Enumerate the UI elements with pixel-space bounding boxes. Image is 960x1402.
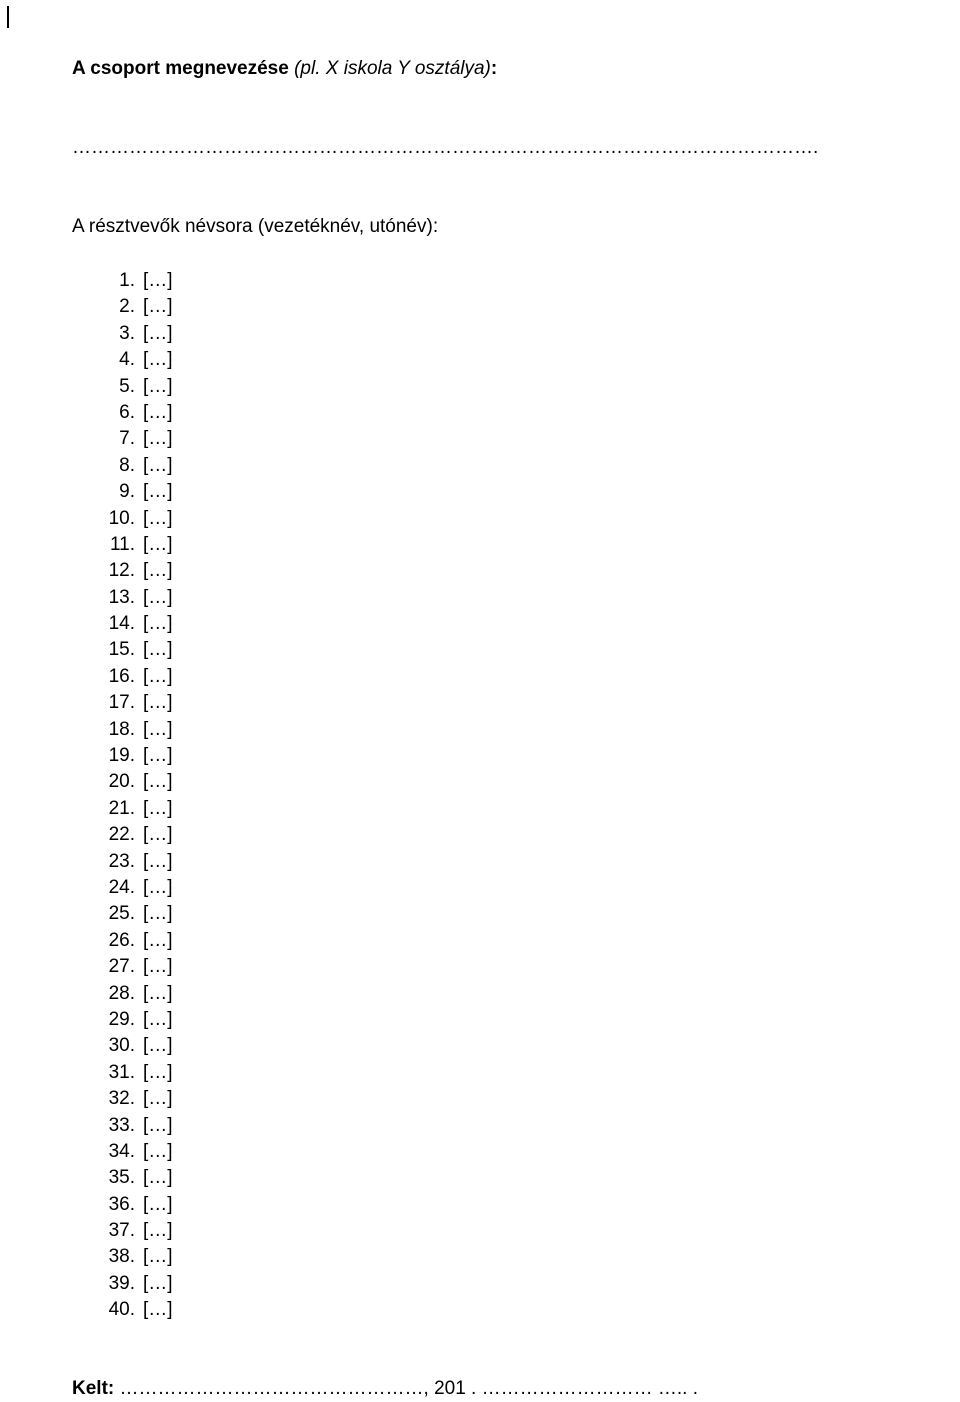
participant-number: 40. xyxy=(108,1299,135,1321)
participant-name-field[interactable]: […] xyxy=(143,771,173,793)
participant-number: 37. xyxy=(108,1220,135,1242)
participant-number: 3. xyxy=(119,322,135,344)
participant-number: 4. xyxy=(119,349,135,371)
participant-name-field[interactable]: […] xyxy=(143,850,173,872)
participant-number: 28. xyxy=(108,982,135,1004)
participant-number: 29. xyxy=(108,1008,135,1030)
participant-name-field[interactable]: […] xyxy=(143,481,173,503)
participant-name-field[interactable]: […] xyxy=(143,639,173,661)
participant-number: 36. xyxy=(108,1193,135,1215)
participant-name-field[interactable]: […] xyxy=(143,454,173,476)
participant-number: 6. xyxy=(119,401,135,423)
participant-name-field[interactable]: […] xyxy=(143,1114,173,1136)
participant-number: 26. xyxy=(108,929,135,951)
participant-number: 12. xyxy=(108,560,135,582)
participant-number: 19. xyxy=(108,745,135,767)
participant-number: 15. xyxy=(108,639,135,661)
text-cursor xyxy=(7,6,9,28)
participant-name-field[interactable]: […] xyxy=(143,665,173,687)
participant-name-field[interactable]: […] xyxy=(143,718,173,740)
group-name-colon: : xyxy=(490,58,498,79)
participant-number: 24. xyxy=(108,876,135,898)
participant-number: 21. xyxy=(108,797,135,819)
participant-name-field[interactable]: […] xyxy=(143,296,173,318)
participant-number: 31. xyxy=(108,1061,135,1083)
participant-number: 39. xyxy=(108,1272,135,1294)
participant-number: 8. xyxy=(119,454,135,476)
participant-number: 27. xyxy=(108,956,135,978)
participant-number: 34. xyxy=(108,1140,135,1162)
participant-name-field[interactable]: […] xyxy=(143,692,173,714)
participant-number: 20. xyxy=(108,771,135,793)
participant-name-field[interactable]: […] xyxy=(143,876,173,898)
participant-name-field[interactable]: […] xyxy=(143,428,173,450)
participant-name-field[interactable]: […] xyxy=(143,533,173,555)
group-name-hint: (pl. X iskola Y osztálya) xyxy=(294,58,491,79)
participant-number: 22. xyxy=(108,824,135,846)
participant-number: 11. xyxy=(109,533,135,555)
participants-heading: A résztvevők névsora (vezetéknév, utónév): xyxy=(72,216,439,237)
participant-number: 13. xyxy=(108,586,135,608)
participant-number: 32. xyxy=(108,1088,135,1110)
participant-name-field[interactable]: […] xyxy=(143,956,173,978)
group-name-field[interactable]: ………………………………………………………………………………………………………. xyxy=(72,137,819,158)
participant-name-field[interactable]: […] xyxy=(143,1088,173,1110)
participant-name-field[interactable]: […] xyxy=(143,613,173,635)
date-field[interactable]: …………………………………………, 201 . ……………………… ….. . xyxy=(114,1378,699,1399)
group-name-heading xyxy=(72,58,497,80)
participant-number: 25. xyxy=(108,903,135,925)
participant-number: 18. xyxy=(108,718,135,740)
date-label: Kelt: xyxy=(72,1378,115,1399)
date-line xyxy=(72,1378,698,1400)
participant-name-field[interactable]: […] xyxy=(143,1061,173,1083)
participant-name-field[interactable]: […] xyxy=(143,745,173,767)
participant-name-field[interactable]: […] xyxy=(143,824,173,846)
participant-name-field[interactable]: […] xyxy=(143,1246,173,1268)
participant-name-field[interactable]: […] xyxy=(143,270,173,291)
participant-number: 23. xyxy=(108,850,135,872)
participant-name-field[interactable]: […] xyxy=(143,1035,173,1057)
participant-name-field[interactable]: […] xyxy=(143,322,173,344)
participant-name-field[interactable]: […] xyxy=(143,375,173,397)
participant-number: 38. xyxy=(108,1246,135,1268)
participant-name-field[interactable]: […] xyxy=(143,560,173,582)
participant-number: 10. xyxy=(108,507,135,529)
participant-name-field[interactable]: […] xyxy=(143,349,173,371)
participant-name-field[interactable]: […] xyxy=(143,401,173,423)
participant-number: 30. xyxy=(108,1035,135,1057)
participant-name-field[interactable]: […] xyxy=(143,797,173,819)
participant-name-field[interactable]: […] xyxy=(143,1008,173,1030)
participant-name-field[interactable]: […] xyxy=(143,1299,173,1321)
participant-name-field[interactable]: […] xyxy=(143,1193,173,1215)
participant-name-field[interactable]: […] xyxy=(143,507,173,529)
participant-name-field[interactable]: […] xyxy=(143,1272,173,1294)
participant-number: 14. xyxy=(108,613,135,635)
participant-number: 1. xyxy=(119,270,135,291)
participant-name-field[interactable]: […] xyxy=(143,586,173,608)
participant-name-field[interactable]: […] xyxy=(143,1140,173,1162)
participant-number: 9. xyxy=(119,481,135,503)
participant-number: 16. xyxy=(108,665,135,687)
participant-number: 35. xyxy=(108,1167,135,1189)
participant-number: 7. xyxy=(119,428,135,450)
participant-name-field[interactable]: […] xyxy=(143,982,173,1004)
participant-number: 5. xyxy=(119,375,135,397)
participant-name-field[interactable]: […] xyxy=(143,929,173,951)
participant-name-field[interactable]: […] xyxy=(143,1220,173,1242)
participant-number: 17. xyxy=(108,692,135,714)
participant-number: 2. xyxy=(119,296,135,318)
group-name-label: A csoport megnevezése xyxy=(72,58,295,79)
participant-name-field[interactable]: […] xyxy=(143,1167,173,1189)
participant-number: 33. xyxy=(108,1114,135,1136)
participant-name-field[interactable]: […] xyxy=(143,903,173,925)
